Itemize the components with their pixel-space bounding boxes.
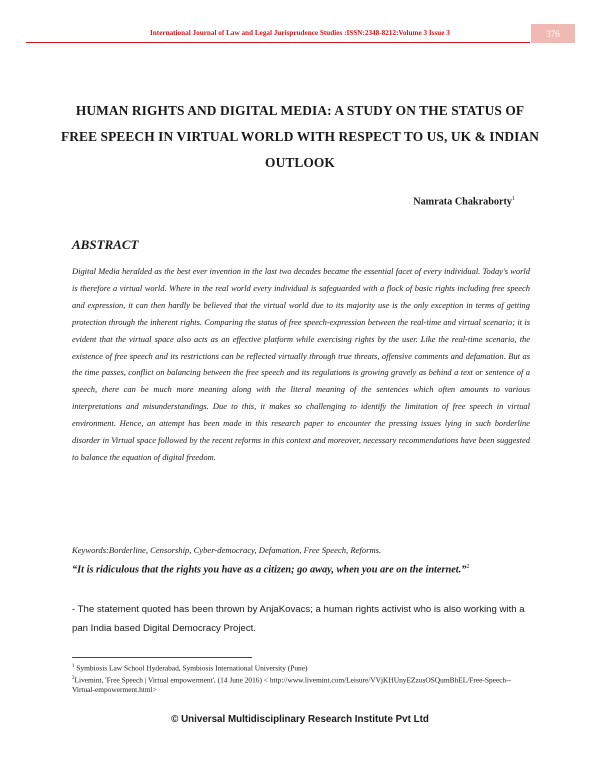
statement: - The statement quoted has been thrown by AnjaKovacs; a human rights activist who is also working with a pan India based Digital Democracy Project.: [72, 604, 525, 634]
page-footer: © Universal Multidisciplinary Research Institute Pvt Ltd: [171, 714, 429, 725]
header-divider: [26, 42, 530, 43]
footnote-divider: [72, 657, 252, 658]
keywords: Keywords:Borderline, Censorship, Cyber-democracy, Defamation, Free Speech, Reforms.: [72, 545, 382, 555]
footnote-text: Livemint, 'Free Speech | Virtual empowerment', (14 June 2016) < http://www.livemint.com/Leisure/VVjKHUnyEZzusOSQumBhEL/Free-Speech--Virtual-empowerment.html>: [72, 675, 512, 695]
footnote-text: Symbiosis Law School Hyderabad, Symbiosis International University (Pune): [74, 663, 308, 673]
footnote-1: [72, 662, 532, 674]
paper-title: HUMAN RIGHTS AND DIGITAL MEDIA: A STUDY ON THE STATUS OF FREE SPEECH IN VIRTUAL WORLD WITH RESPECT TO US, UK & INDIAN OUTLOOK: [60, 103, 540, 170]
abstract-heading: ABSTRACT: [72, 237, 139, 252]
footnotes: [72, 662, 532, 696]
author: [413, 196, 515, 207]
quote-text: “It is ridiculous that the rights you have as a citizen; go away, when you are on the internet.”: [72, 564, 467, 576]
quote: [72, 558, 542, 579]
footnote-mark: 2: [72, 675, 75, 681]
page-number: 376: [531, 24, 575, 43]
footnote-mark: 1: [72, 664, 75, 669]
abstract-body: Digital Media heralded as the best ever invention in the last two decades became the essential facet of every individual. Today's world is therefore a virtual world. Where in the real world every individual is safeguarded with a flock of basic rights including free speech and expression, it can then hardly be believed that the virtual world due to its majority use is the only exception in terms of getting protection through the inherent rights. Comparing the status of free speech-expression between the real-time and virtual scenario; it is evident that the virtual space also acts as an effective platform while exercising rights by the user. Like the real-time scenario, the existence of free speech and its restrictions can be reflected virtually through true threats, offensive comments and defamation. But as the time passes, conflict on balancing between the free speech and its regulations is growing gravely as behind a text or sentence of a speech, there can be much more meaning along with the literal meaning of the sentences which often amounts to various interpretations and misunderstandings. Due to this, it makes so challenging to identify the limitation of free speech in virtual environment. Hence, an attempt has been made in this research paper to encounter the pressing issues lying in such borderline disorder in Virtual space followed by the recent reforms in this context and moreover, necessary recommendations have been suggested to balance the equation of digital freedom.: [72, 266, 530, 462]
journal-header: International Journal of Law and Legal Jurisprudence Studies :ISSN:2348-8212:Volume 3 Issue 3: [150, 29, 450, 37]
footnote-2: [72, 674, 532, 696]
author-footnote-mark: 1: [512, 196, 515, 202]
author-name: Namrata Chakraborty: [413, 196, 512, 208]
quote-footnote-mark: 2: [466, 564, 470, 570]
